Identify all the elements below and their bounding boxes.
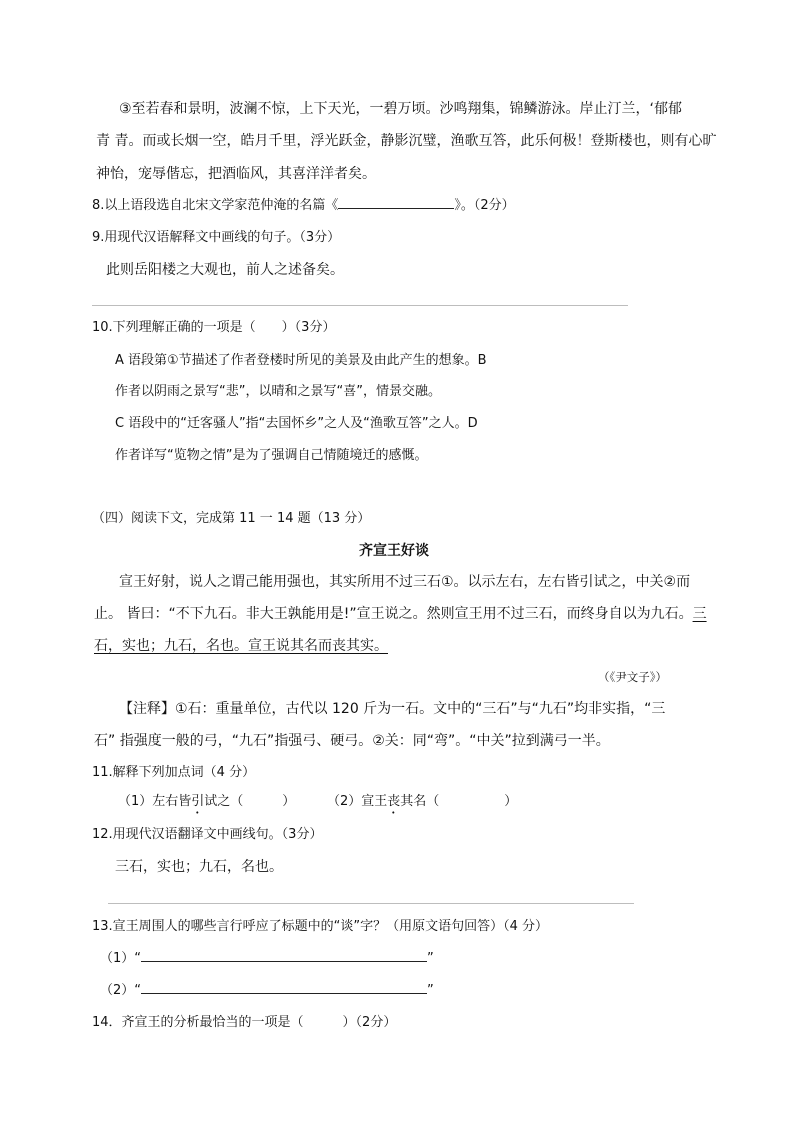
q10-option-a: A 语段第①节描述了作者登楼时所见的美景及由此产生的想象。B: [115, 353, 487, 368]
q10-option-c: C 语段中的“迁客骚人”指“去国怀乡”之人及“渔歌互答”之人。D: [115, 416, 478, 431]
q10-option-b: 作者以阴雨之景写“悲”，以晴和之景写“喜”，情景交融。: [115, 384, 441, 399]
q13-answer-1-close-quote: ”: [427, 951, 434, 966]
note-line-2: 石” 指强度一般的弓，“九石”指强弓、硬弓。②关：同“弯”。“中关”拉到满弓一半。: [94, 733, 610, 749]
q11-part-1-dotted-word: 引: [191, 794, 205, 809]
passage-line-2: 青 青。而或长烟一空，皓月千里，浮光跃金，静影沉璧，渔歌互答，此乐何极！登斯楼也，则有心旷: [96, 133, 717, 149]
passage-line-1: ③至若春和景明，波澜不惊，上下天光，一碧万顷。沙鸣翔集，锦鳞游泳。岸止汀兰，‘郁郁: [119, 101, 682, 117]
story-line-2-text: 止。 皆曰：“不下九石。非大王孰能用是!”宣王说之。然则宣王用不过三石，而终身自以为九石。: [94, 606, 693, 622]
note-text-1: ①石：重量单位，古代以 120 斤为一石。文中的“三石”与“九石”均非实指，“三: [175, 701, 666, 717]
note-line-1: [119, 699, 665, 719]
passage-line-3: 神怡，宠辱偕忘，把酒临风，其喜洋洋者矣。: [96, 166, 376, 182]
q13-answer-2: [100, 981, 434, 1001]
answer-line-divider: [92, 305, 628, 306]
q12-sentence: 三石，实也；九石，名也。: [115, 859, 283, 875]
story-line-3-underlined: 石，实也；九石，名也。宣王说其名而丧其实。: [94, 638, 388, 654]
question-9: 9.用现代汉语解释文中画线的句子。（3分）: [92, 230, 341, 245]
story-line-1: 宣王好射，说人之谓己能用强也，其实所用不过三石①。以示左右，左右皆引试之，中关②而: [119, 574, 691, 590]
story-line-2-underlined: 三: [692, 606, 707, 622]
question-11: 11.解释下列加点词（4 分）: [92, 765, 256, 780]
q8-answer-blank[interactable]: [338, 208, 454, 209]
q11-part-2-blank[interactable]: 其名（ ）: [400, 794, 518, 809]
q11-part-2-prefix: （2）宣王: [327, 794, 388, 809]
question-13: 13.宣王周围人的哪些言行呼应了标题中的“谈”字？（用原文语句回答）（4 分）: [92, 919, 549, 934]
question-8: [92, 196, 515, 216]
question-12: 12.用现代汉语翻译文中画线句。（3分）: [92, 827, 323, 842]
q13-answer-1-blank[interactable]: [141, 961, 427, 962]
q13-answer-1: [100, 949, 434, 969]
q11-part-1: [118, 792, 295, 817]
q11-part-1-blank[interactable]: 试之（ ）: [204, 794, 296, 809]
q10-option-d: 作者详写“览物之情”是为了强调自己情随境迁的感慨。: [115, 448, 428, 463]
q13-answer-1-label: （1）“: [100, 951, 142, 966]
passage-title: 齐宣王好谈: [359, 543, 429, 559]
note-label: 【注释】: [119, 701, 175, 717]
section-4-header: （四）阅读下文，完成第 11 一 14 题（13 分）: [92, 511, 371, 526]
q11-part-2-dotted-word: 丧: [387, 794, 401, 809]
q8-text-before: 8.以上语段选自北宋文学家范仲淹的名篇《: [92, 198, 339, 213]
q13-answer-2-close-quote: ”: [427, 983, 434, 998]
q11-part-2: [327, 792, 517, 817]
story-line-2: [94, 604, 707, 624]
q9-sentence: 此则岳阳楼之大观也，前人之述备矣。: [106, 262, 344, 278]
q11-part-1-prefix: （1）左右皆: [118, 794, 192, 809]
q8-text-after: 》。（2分）: [454, 198, 515, 213]
answer-line-divider-2: [108, 903, 634, 904]
q13-answer-2-blank[interactable]: [141, 993, 427, 994]
question-10: 10.下列理解正确的一项是（ ）（3分）: [92, 320, 336, 335]
question-14: 14．齐宣王的分析最恰当的一项是（ ）（2分）: [92, 1015, 397, 1030]
passage-source: （《尹文子》）: [598, 670, 667, 684]
q13-answer-2-label: （2）“: [100, 983, 142, 998]
